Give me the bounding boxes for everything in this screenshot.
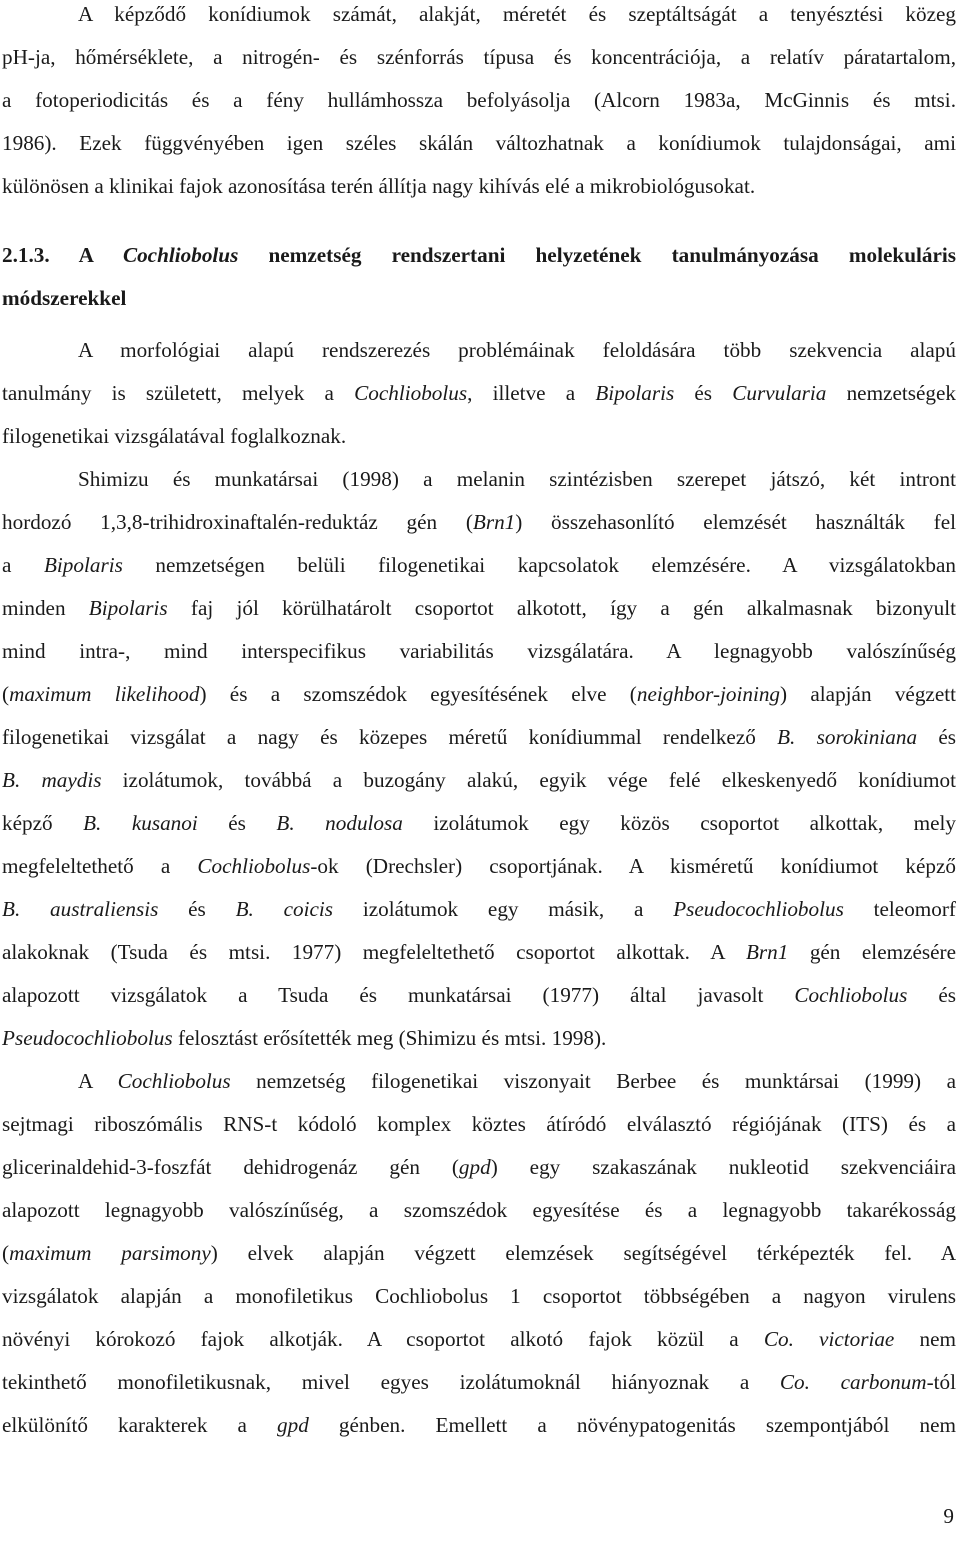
text-run: Bipolaris	[595, 381, 675, 405]
text-run: nemzetség rendszertani helyzetének tanulmányozása molekuláris	[238, 243, 957, 267]
text-run: Co. carbonum	[779, 1370, 927, 1394]
text-run: maximum likelihood	[9, 682, 200, 706]
text-line	[2, 172, 956, 200]
text-run: -tól	[926, 1370, 956, 1394]
text-line	[2, 1196, 956, 1224]
text-run: és	[917, 725, 957, 749]
text-line	[2, 336, 956, 364]
text-line	[2, 809, 956, 837]
text-line	[2, 1282, 956, 1310]
text-run: a	[2, 553, 44, 577]
text-run: (	[2, 682, 10, 706]
text-run: filogenetikai vizsgálat a nagy és közepes méretű konídiummal rendelkező	[2, 725, 778, 749]
text-line	[2, 1153, 956, 1181]
text-run: Shimizu és munkatársai (1998) a melanin szintézisben szerepet játszó, két intront	[78, 467, 956, 491]
text-run: és	[197, 811, 277, 835]
text-line	[2, 465, 956, 493]
text-line	[2, 241, 956, 269]
text-line	[2, 551, 956, 579]
text-line	[2, 1067, 956, 1095]
text-line	[2, 723, 956, 751]
text-run: izolátumok, továbbá a buzogány alakú, egyik vége felé elkeskenyedő konídiumot	[101, 768, 956, 792]
text-run: Bipolaris	[43, 553, 123, 577]
text-run: izolátumok egy közös csoportot alkottak, mely	[402, 811, 957, 835]
text-run: Brn1	[745, 940, 789, 964]
text-run: A morfológiai alapú rendszerezés problémáinak feloldására több szekvencia alapú	[78, 338, 956, 362]
text-run: Co. victoriae	[763, 1327, 895, 1351]
text-run: alapozott vizsgálatok a Tsuda és munkatársai (1977) által javasolt	[2, 983, 795, 1007]
text-run: Pseudocochliobolus	[2, 1026, 173, 1050]
text-run: pH-ja, hőmérséklete, a nitrogén- és szénforrás típusa és koncentrációja, a relatív páratartalom,	[2, 45, 956, 69]
text-run: (	[2, 1241, 10, 1265]
text-run: ) elvek alapján végzett elemzések segítségével térképezték fel. A	[210, 1241, 956, 1265]
text-run: nem	[894, 1327, 956, 1351]
text-line	[2, 379, 956, 407]
text-run: B. kusanoi	[83, 811, 198, 835]
text-run: 2.1.3. A	[2, 243, 123, 267]
text-line	[2, 981, 956, 1009]
text-line	[2, 1110, 956, 1138]
text-run: Cochliobolus	[197, 854, 311, 878]
text-run: alapozott legnagyobb valószínűség, a szomszédok egyesítése és a legnagyobb takarékosság	[2, 1198, 956, 1222]
text-run: növényi kórokozó fajok alkotják. A csoportot alkotó fajok közül a	[2, 1327, 764, 1351]
text-run: képző	[2, 811, 84, 835]
text-line	[2, 895, 956, 923]
text-run: Cochliobolus	[117, 1069, 231, 1093]
text-run: Bipolaris	[88, 596, 168, 620]
text-run: ) összehasonlító elemzését használták fel	[515, 510, 956, 534]
text-run: különösen a klinikai fajok azonosítása terén állítja nagy kihívás elé a mikrobiológusokat.	[2, 174, 756, 198]
text-run: teleomorf	[843, 897, 956, 921]
text-run: mind intra-, mind interspecifikus variabilitás vizsgálatára. A legnagyobb valószínűség	[2, 639, 956, 663]
text-run: alakoknak (Tsuda és mtsi. 1977) megfeleltethető csoportot alkottak. A	[2, 940, 746, 964]
text-run: tekinthető monofiletikusnak, mivel egyes izolátumoknál hiányoznak a	[2, 1370, 780, 1394]
text-run: módszerekkel	[2, 286, 127, 310]
text-line	[2, 1411, 956, 1439]
text-run: nemzetségen belüli filogenetikai kapcsolatok elemzésére. A vizsgálatokban	[122, 553, 957, 577]
text-run: a fotoperiodicitás és a fény hullámhossza befolyásolja (Alcorn 1983a, McGinnis és mtsi.	[2, 88, 956, 112]
text-line	[2, 938, 956, 966]
text-run: , illetve a	[467, 381, 596, 405]
text-run: Curvularia	[732, 381, 827, 405]
text-line	[2, 129, 956, 157]
text-run: A	[78, 1069, 118, 1093]
text-run: maximum parsimony	[9, 1241, 211, 1265]
text-run: minden	[2, 596, 89, 620]
text-run: Cochliobolus	[794, 983, 908, 1007]
text-run: sejtmagi riboszómális RNS-t kódoló komplex köztes átíródó elválasztó régiójának (ITS) és a	[2, 1112, 956, 1136]
text-run: tanulmány is született, melyek a	[2, 381, 355, 405]
text-run: ) és a szomszédok egyesítésének elve (	[199, 682, 637, 706]
text-run: és	[674, 381, 733, 405]
text-line	[2, 1325, 956, 1353]
text-run: elkülönítő karakterek a	[2, 1413, 278, 1437]
text-run: Brn1	[472, 510, 516, 534]
text-run: neighbor-joining	[636, 682, 781, 706]
text-line	[2, 852, 956, 880]
text-run: izolátumok egy másik, a	[333, 897, 674, 921]
text-line	[2, 594, 956, 622]
text-line	[2, 284, 956, 312]
text-run: vizsgálatok alapján a monofiletikus Cochliobolus 1 csoportot többségében a nagyon virulens	[2, 1284, 956, 1308]
text-run: B. coicis	[235, 897, 334, 921]
text-run: ) egy szakaszának nukleotid szekvenciáira	[490, 1155, 956, 1179]
text-run: -ok (Drechsler) csoportjának. A kisméretű konídiumot képző	[310, 854, 956, 878]
text-run: B. australiensis	[2, 897, 159, 921]
text-line	[2, 637, 956, 665]
text-run: Pseudocochliobolus	[673, 897, 844, 921]
text-run: hordozó 1,3,8-trihidroxinaftalén-reduktáz gén (	[2, 510, 473, 534]
text-run: filogenetikai vizsgálatával foglalkoznak.	[2, 424, 347, 448]
text-run: A képződő konídiumok számát, alakját, méretét és szeptáltságát a tenyésztési közeg	[78, 2, 956, 26]
text-line	[2, 766, 956, 794]
text-run: nemzetségek	[826, 381, 956, 405]
text-line	[2, 86, 956, 114]
text-run: gpd	[277, 1413, 309, 1437]
text-line	[2, 1024, 956, 1052]
text-run: ) alapján végzett	[780, 682, 957, 706]
text-run: felosztást erősítették meg (Shimizu és mtsi. 1998).	[172, 1026, 607, 1050]
text-run: B. nodulosa	[276, 811, 403, 835]
text-run: faj jól körülhatárolt csoportot alkotott, így a gén alkalmasnak bizonyult	[167, 596, 957, 620]
text-run: B. maydis	[2, 768, 102, 792]
text-line	[2, 680, 956, 708]
text-run: 1986). Ezek függvényében igen széles skálán változhatnak a konídiumok tulajdonságai, ami	[2, 131, 956, 155]
text-run: gén elemzésére	[788, 940, 956, 964]
text-line	[2, 0, 956, 28]
text-line	[2, 1239, 956, 1267]
text-line	[2, 1368, 956, 1396]
page-number: 9	[943, 1504, 954, 1528]
text-run: és	[907, 983, 956, 1007]
text-line	[2, 43, 956, 71]
text-run: Cochliobolus	[122, 243, 239, 267]
text-run: Cochliobolus	[354, 381, 468, 405]
text-run: és	[158, 897, 236, 921]
text-run: génben. Emellett a növénypatogenitás szempontjából nem	[308, 1413, 956, 1437]
text-run: glicerinaldehid-3-foszfát dehidrogenáz gén (	[2, 1155, 459, 1179]
text-run: nemzetség filogenetikai viszonyait Berbee és munktársai (1999) a	[230, 1069, 956, 1093]
text-run: B. sorokiniana	[777, 725, 918, 749]
text-line	[2, 422, 956, 450]
text-run: megfeleltethető a	[2, 854, 198, 878]
text-line	[2, 508, 956, 536]
text-run: gpd	[458, 1155, 491, 1179]
